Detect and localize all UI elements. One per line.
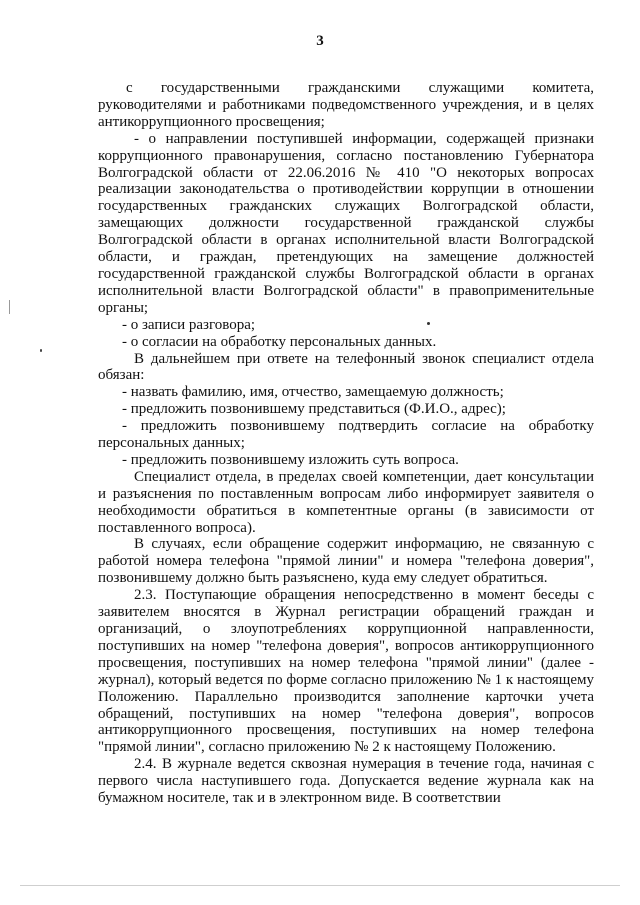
- paragraph-section-2-4: 2.4. В журнале ведется сквозная нумерация в течение года, начиная с первого числа наступившего года. Допускается ведение журнала как на бумажном носителе, так и в электронном виде. В соответствии: [98, 756, 594, 807]
- paragraph-consultation: Специалист отдела, в пределах своей компетенции, дает консультации и разъяснения по поставленным вопросам либо информирует заявителя о необходимости обратиться в компетентные органы (в зависимости от поставленного вопроса).: [98, 468, 594, 536]
- paragraph-continuation: с государственными гражданскими служащими комитета, руководителями и работниками подведомственного учреждения, и в целях антикоррупционного просвещения;: [98, 80, 594, 130]
- paragraph-item-redirect-info: - о направлении поступившей информации, содержащей признаки коррупционного правонарушения, согласно постановлению Губернатора Волгоградской области от 22.06.2016 № 410 "О некоторых вопросах реализации законодательства о противодействии коррупции в отношении государственных гражданских служащих Волгоградской области, замещающих должности государственной гражданской службы Волгоградской области в органах исполнительной власти Волгоградской области, и граждан, претендующих на замещение должностей государственной гражданской службы Волгоградской области в органах исполнительной власти Волгоградской области" в правоприменительные органы;: [98, 130, 594, 316]
- paragraph-duty-name: - назвать фамилию, имя, отчество, замещаемую должность;: [122, 384, 504, 401]
- paragraph-item-recording: - о записи разговора;: [122, 316, 256, 333]
- margin-mark: [9, 300, 10, 314]
- page-number: 3: [316, 33, 324, 49]
- paragraph-duty-question: - предложить позвонившему изложить суть вопроса.: [122, 451, 459, 468]
- paragraph-duty-consent: - предложить позвонившему подтвердить согласие на обработку персональных данных;: [98, 418, 594, 452]
- page-bottom-edge: [20, 885, 620, 886]
- paragraph-unrelated-cases: В случаях, если обращение содержит информацию, не связанную с работой номера телефона "прямой линии" и номера "телефона доверия", позвонившему должно быть разъяснено, куда ему следует обратиться.: [98, 536, 594, 587]
- paragraph-section-2-3: 2.3. Поступающие обращения непосредственно в момент беседы с заявителем вносятся в Журнал регистрации обращений граждан и организаций, о злоупотреблениях коррупционной направленности, поступивших на номер "телефона доверия", вопросов антикоррупционного просвещения, поступивших на номер телефона "прямой линии" (далее - журнал), который ведется по форме согласно приложению № 1 к настоящему Положению. Параллельно производится заполнение карточки учета обращений, поступивших на номер "телефона доверия", вопросов антикоррупционного просвещения, поступивших на номер телефона "прямой линии", согласно приложению № 2 к настоящему Положению.: [98, 587, 594, 756]
- paragraph-duty-introduce: - предложить позвонившему представиться (Ф.И.О., адрес);: [122, 401, 506, 418]
- paragraph-item-consent: - о согласии на обработку персональных данных.: [122, 333, 437, 350]
- document-body: [98, 80, 594, 807]
- margin-dot: [40, 349, 42, 352]
- scan-speck: [427, 322, 430, 325]
- paragraph-specialist-duties: В дальнейшем при ответе на телефонный звонок специалист отдела обязан:: [98, 350, 594, 384]
